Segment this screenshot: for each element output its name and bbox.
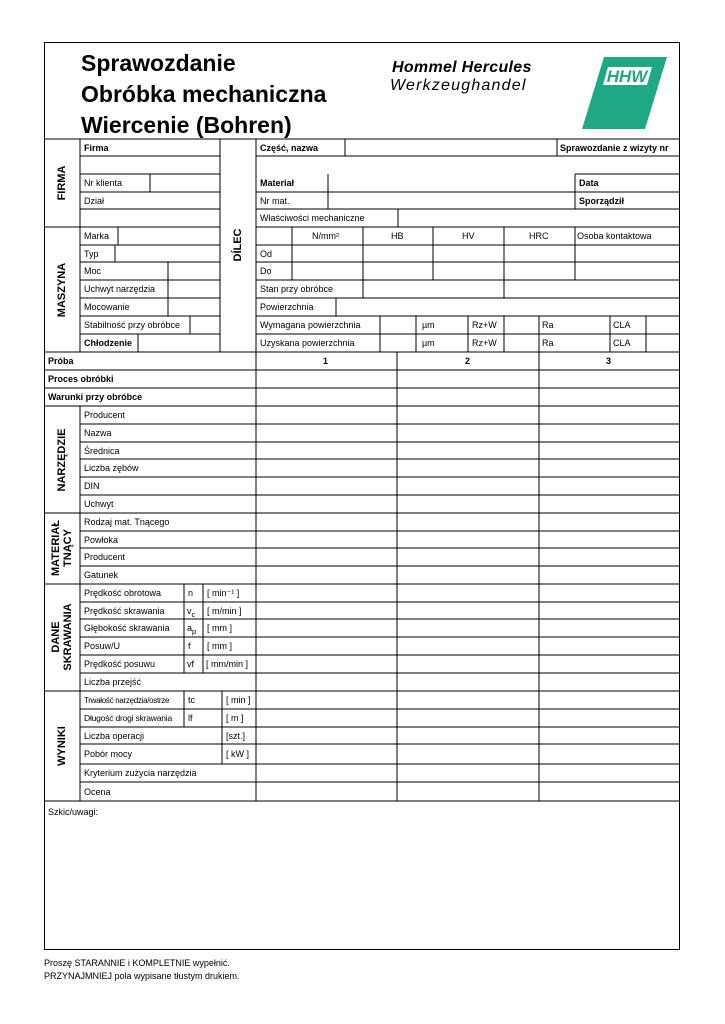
symbol-tc: tc: [188, 695, 196, 705]
section-label-material-line1: MATERIAŁ: [50, 519, 62, 577]
label-powierzchnia: Powierzchnia: [260, 302, 314, 312]
label-sprawozdanie-nr: Sprawozdanie z wizyty nr: [560, 143, 669, 153]
unit-szt: [szt.]: [226, 731, 246, 741]
label-kryterium: Kryterium zużycia narzędzia: [84, 768, 197, 778]
label-liczba-operacji: Liczba operacji: [84, 731, 145, 741]
label-ocena: Ocena: [84, 787, 111, 797]
label-producent-materialu: Producent: [84, 552, 126, 562]
label-nazwa: Nazwa: [84, 428, 112, 438]
symbol-c-sub: c: [191, 609, 196, 619]
unit-mm-min: [ mm/min ]: [206, 659, 248, 669]
label-din: DIN: [84, 481, 100, 491]
label-moc: Moc: [84, 266, 102, 276]
label-cla-wymagana: CLA: [613, 320, 631, 330]
label-ra-uzyskana: Ra: [542, 338, 554, 348]
label-do: Do: [260, 266, 272, 276]
section-label-wyniki: WYNIKI: [56, 726, 68, 766]
col-header-2: 2: [465, 356, 471, 366]
symbol-f: f: [188, 641, 191, 651]
label-trwalosc: Trwałość narzędzia/ostrze: [84, 696, 170, 705]
label-predkosc-obrotowa: Prędkość obrotowa: [84, 588, 162, 598]
label-stan-przy-obrobce: Stan przy obróbce: [260, 284, 334, 294]
label-firma: Firma: [84, 143, 109, 153]
symbol-n: n: [188, 588, 194, 598]
label-uchwyt-narzedzia: Uchwyt narzędzia: [84, 284, 156, 294]
label-marka: Marka: [84, 231, 110, 241]
label-producent-narzedzia: Producent: [84, 410, 126, 420]
title-line-1: Sprawozdanie: [81, 50, 236, 76]
col-header-3: 3: [606, 356, 612, 366]
label-warunki: Warunki przy obróbce: [48, 392, 143, 402]
label-sporzadzil: Sporządził: [579, 196, 625, 206]
title-line-2: Obróbka mechaniczna: [81, 81, 327, 107]
label-uzyskana-powierzchnia: Uzyskana powierzchnia: [260, 338, 355, 348]
label-szkic-uwagi: Szkic/uwagi:: [48, 807, 99, 817]
label-hv: HV: [462, 231, 475, 241]
label-uchwyt: Uchwyt: [84, 499, 114, 509]
brand-subtitle: Werkzeughandel: [390, 77, 527, 94]
label-dlugosc-drogi: Długość drogi skrawania: [84, 713, 172, 723]
label-nr-klienta: Nr klienta: [84, 178, 123, 188]
unit-kw: [ kW ]: [226, 749, 249, 759]
label-od: Od: [260, 249, 273, 259]
label-posuw-u: Posuw/U: [84, 641, 121, 651]
label-hb: HB: [391, 231, 404, 241]
symbol-lf: lf: [188, 713, 193, 723]
label-data: Data: [579, 178, 599, 188]
label-gatunek: Gatunek: [84, 570, 119, 580]
label-um-wymagana: µm: [422, 320, 435, 330]
section-label-material-line2: TNĄCY: [62, 529, 74, 567]
label-chlodzenie: Chłodzenie: [84, 338, 133, 348]
unit-min: [ min ]: [226, 695, 251, 705]
logo-text: HHW: [606, 67, 648, 86]
label-typ: Typ: [84, 249, 99, 259]
label-nmm2: N/mm²: [312, 231, 339, 241]
label-rzw-wymagana: Rz+W: [472, 320, 497, 330]
label-srednica: Średnica: [84, 446, 120, 456]
label-material: Materiał: [260, 178, 295, 188]
section-label-material-tnacy: [50, 520, 74, 576]
symbol-vc: [187, 606, 195, 620]
label-wlasciwosci: Właściwości mechaniczne: [260, 213, 365, 223]
footer-line-2: PRZYNAJMNIEJ pola wypisane tłustym drukiem.: [44, 971, 240, 981]
unit-min-1: [ min⁻¹ ]: [207, 588, 240, 598]
label-nr-mat: Nr mat.: [260, 196, 290, 206]
symbol-ap: [187, 623, 196, 637]
label-predkosc-posuwu: Prędkość posuwu: [84, 659, 156, 669]
section-label-narzedzie: NARZĘDZIE: [56, 428, 68, 492]
unit-mm-posuw: [ mm ]: [207, 641, 232, 651]
unit-mm-glebokosc: [ mm ]: [207, 623, 232, 633]
symbol-v: v: [187, 606, 192, 616]
label-powloka: Powłoka: [84, 535, 119, 545]
label-mocowanie: Mocowanie: [84, 302, 130, 312]
title-line-3: Wiercenie (Bohren): [81, 112, 292, 138]
label-hrc: HRC: [529, 231, 549, 241]
section-label-maszyna: MASZYNA: [56, 262, 68, 318]
label-wymagana-powierzchnia: Wymagana powierzchnia: [260, 320, 361, 330]
label-rodzaj-mat: Rodzaj mat. Tnącego: [84, 517, 170, 527]
section-label-dane-line1: DANE: [50, 621, 62, 653]
label-pobor-mocy: Pobór mocy: [84, 749, 133, 759]
label-proces-obrobki: Proces obróbki: [48, 374, 114, 384]
label-dzial: Dział: [84, 196, 105, 206]
label-proba: Próba: [48, 356, 74, 366]
label-cla-uzyskana: CLA: [613, 338, 631, 348]
footer-line-1: Proszę STARANNIE i KOMPLETNIE wypełnić.: [44, 958, 230, 968]
symbol-p-sub: p: [192, 626, 197, 636]
section-label-firma: FIRMA: [56, 165, 68, 201]
label-czesc-nazwa: Część, nazwa: [260, 143, 319, 153]
label-rzw-uzyskana: Rz+W: [472, 338, 497, 348]
label-ra-wymagana: Ra: [542, 320, 554, 330]
label-liczba-przejsc: Liczba przejść: [84, 677, 142, 687]
label-stabilnosc: Stabilność przy obróbce: [84, 320, 181, 330]
section-label-dane-skrawania: [50, 603, 74, 670]
symbol-vf: vf: [187, 659, 195, 669]
label-um-uzyskana: µm: [422, 338, 435, 348]
section-label-dilec: DÍLEC: [232, 228, 244, 262]
label-liczba-zebow: Liczba zębów: [84, 463, 139, 473]
unit-m-min: [ m/min ]: [207, 606, 242, 616]
unit-m: [ m ]: [226, 713, 244, 723]
label-glebokosc-skrawania: Głębokość skrawania: [84, 623, 170, 633]
symbol-a: a: [187, 623, 193, 633]
section-label-dane-line2: SKRAWANIA: [62, 603, 74, 671]
brand-name: Hommel Hercules: [392, 59, 532, 76]
label-osoba-kontaktowa: Osoba kontaktowa: [577, 231, 652, 241]
col-header-1: 1: [323, 356, 329, 366]
label-predkosc-skrawania: Prędkość skrawania: [84, 606, 165, 616]
